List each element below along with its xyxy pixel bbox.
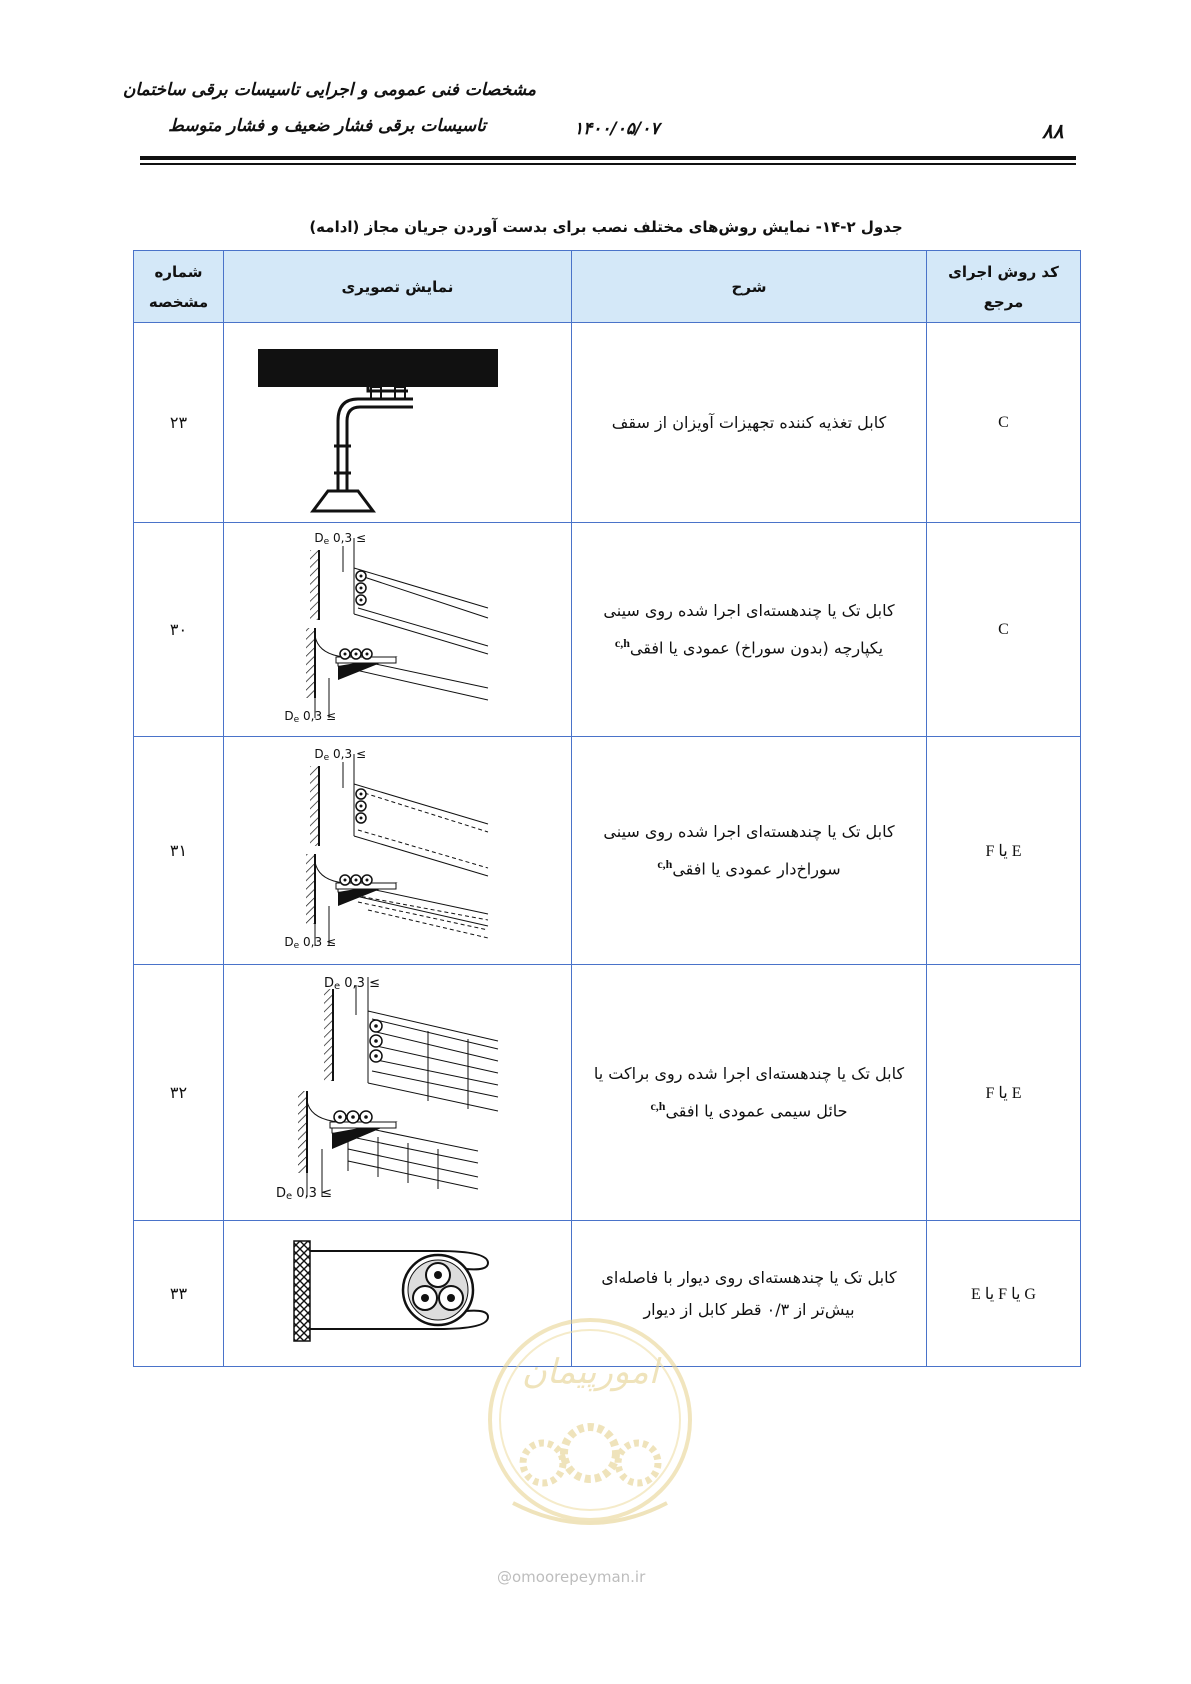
- description-line: حائل سیمی عمودی یا افقی: [665, 1101, 848, 1121]
- document-subtitle: تاسیسات برقی فشار ضعیف و فشار متوسط: [168, 116, 486, 136]
- table-header-row: [134, 251, 1081, 323]
- watermark-website: @omoorepeyman.ir: [497, 1568, 646, 1586]
- description-line: بیش‌تر از ۰/۳ قطر کابل از دیوار: [643, 1299, 855, 1319]
- svg-text:≥ 0,3 De: ≥ 0,3 De: [275, 1185, 332, 1202]
- header-illustration: نمایش تصویری: [224, 251, 572, 323]
- header-description: شرح: [572, 251, 927, 323]
- header-rule-thin: [140, 163, 1076, 165]
- header-rule-thick: [140, 156, 1076, 160]
- item-number-cell: ۳۳: [134, 1221, 224, 1367]
- reference-method-cell: G یا F یا E: [927, 1221, 1081, 1367]
- footnote-marker: c,h: [614, 635, 630, 650]
- description-line: کابل تک یا چندهسته‌ای اجرا شده روی براکت یا: [593, 1063, 905, 1083]
- clearance-label-top: ≥ 0,3 D: [313, 530, 366, 545]
- description-cell: [572, 965, 927, 1221]
- table-caption: جدول ۲-۱۴- نمایش روش‌های مختلف نصب برای بدست آوردن جریان مجاز (ادامه): [309, 218, 903, 236]
- description-line: کابل تک یا چندهسته‌ای اجرا شده روی سینی: [603, 600, 895, 620]
- reference-method-cell: E یا F: [927, 965, 1081, 1221]
- header-item-number: شماره مشخصه: [134, 251, 224, 323]
- clearance-label-bottom: ≥ 0,3 D: [283, 708, 336, 723]
- description-cell: [572, 737, 927, 965]
- illustration-cell: [224, 737, 572, 965]
- svg-text:≥ 0,3 De: ≥ 0,3 De: [313, 530, 366, 547]
- clearance-label-top: ≥ 0,3 D: [313, 746, 366, 761]
- ceiling-pendant-cable-diagram: [248, 341, 548, 501]
- footnote-marker: c,h: [657, 856, 673, 871]
- item-number-cell: ۲۳: [134, 323, 224, 523]
- item-number-cell: ۳۱: [134, 737, 224, 965]
- description-line: کابل تک یا چندهسته‌ای اجرا شده روی سینی: [603, 821, 895, 841]
- description-line: کابل تک یا چندهسته‌ای روی دیوار با فاصله‌ای: [601, 1267, 897, 1287]
- description-line: سوراخ‌دار عمودی یا افقی: [672, 859, 841, 879]
- table-row: [134, 965, 1081, 1221]
- perforated-tray-diagram: [283, 744, 498, 954]
- description-line: کابل تغذیه کننده تجهیزات آویزان از سقف: [611, 412, 887, 432]
- unperforated-tray-diagram: [283, 528, 498, 728]
- installation-methods-table: [133, 250, 1081, 1367]
- svg-text:≥ 0,3 De: ≥ 0,3 De: [323, 975, 380, 992]
- illustration-cell: [224, 523, 572, 737]
- reference-method-cell: E یا F: [927, 737, 1081, 965]
- description-line: یکپارچه (بدون سوراخ) عمودی یا افقی: [629, 638, 884, 658]
- table-row: [134, 323, 1081, 523]
- illustration-cell: [224, 965, 572, 1221]
- svg-text:≥ 0,3 De: ≥ 0,3 De: [283, 934, 336, 951]
- item-number-cell: ۳۰: [134, 523, 224, 737]
- document-date: ۱۴۰۰/۰۵/۰۷: [574, 119, 660, 139]
- svg-text:≥ 0,3 De: ≥ 0,3 De: [283, 708, 336, 725]
- watermark-logo: [483, 1313, 697, 1563]
- illustration-cell: [224, 323, 572, 523]
- page-number: ۸۸: [1042, 119, 1064, 143]
- description-cell: [572, 523, 927, 737]
- header-reference-method: کد روش اجرای مرجع: [927, 251, 1081, 323]
- table-row: [134, 523, 1081, 737]
- clearance-label-top: ≥ 0,3 D: [323, 975, 380, 991]
- footnote-marker: c,h: [650, 1098, 666, 1113]
- svg-text:≥ 0,3 De: ≥ 0,3 De: [313, 746, 366, 763]
- reference-method-cell: C: [927, 523, 1081, 737]
- clearance-label-bottom: ≥ 0,3 D: [283, 934, 336, 949]
- cable-on-wall-diagram: [288, 1237, 508, 1347]
- clearance-label-bottom: ≥ 0,3 D: [275, 1185, 332, 1201]
- table-row: [134, 737, 1081, 965]
- reference-method-cell: C: [927, 323, 1081, 523]
- document-title: مشخصات فنی عمومی و اجرایی تاسیسات برقی ساختمان: [122, 80, 536, 100]
- item-number-cell: ۳۲: [134, 965, 224, 1221]
- watermark-text: امورپیمان: [521, 1352, 659, 1392]
- description-cell: [572, 323, 927, 523]
- bracket-wire-mesh-diagram: [275, 971, 508, 1211]
